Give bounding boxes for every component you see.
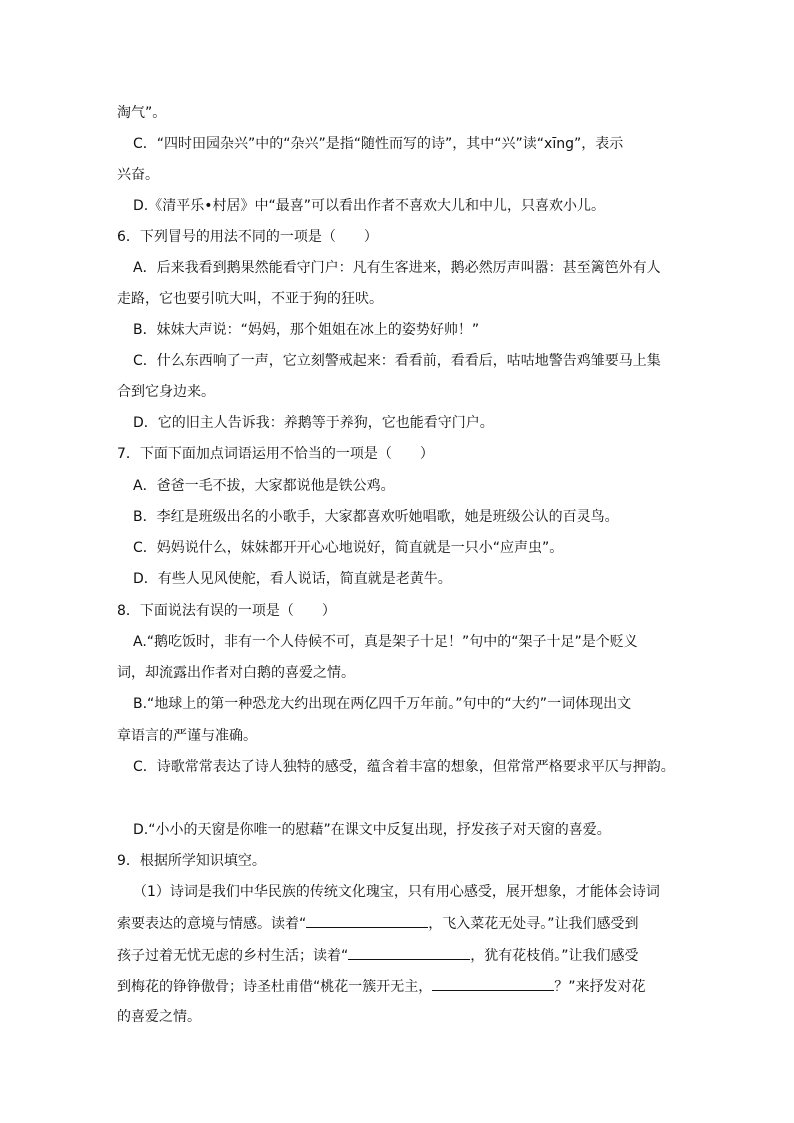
text: ，飞入菜花无处寻。”让我们感受到 — [428, 916, 639, 932]
q6-option-d: D．它的旧主人告诉我：养鹅等于养狗，它也能看守门户。 — [133, 415, 494, 431]
q9-part1-line2 — [117, 913, 639, 933]
q6-option-a: A．后来我看到鹅果然能看守门户：凡有生客进来，鹅必然厉声叫嚣：甚至篱笆外有人 — [133, 260, 661, 276]
text: 索要表达的意境与情感。读着“ — [117, 916, 307, 932]
text: ？”来抒发对花 — [554, 979, 646, 995]
q5-option-d: D.《清平乐•村居》中“最喜”可以看出作者不喜欢大儿和中儿，只喜欢小儿。 — [133, 198, 605, 214]
text: 到梅花的铮铮傲骨；诗圣杜甫借“桃花一簇开无主， — [117, 979, 433, 995]
text: 孩子过着无忧无虑的乡村生活；读着“ — [117, 948, 349, 964]
q6-option-c: C．什么东西响了一声，它立刻警戒起来：看看前，看看后，咕咕地警告鸡雏要马上集 — [133, 353, 661, 369]
q5-option-b-tail: 淘气”。 — [117, 105, 167, 121]
q7-option-c: C．妈妈说什么，妹妹都开开心心地说好，简直就是一只小“应声虫”。 — [133, 540, 564, 556]
q6-option-c-cont: 合到它身边来。 — [117, 384, 215, 400]
q6-option-a-cont: 走路，它也要引吭大叫，不亚于狗的狂吠。 — [117, 291, 383, 307]
q7-option-a: A．爸爸一毛不拔，大家都说他是铁公鸡。 — [133, 478, 395, 494]
text: ，犹有花枝俏。”让我们感受 — [470, 948, 639, 964]
q9-part1-line4 — [117, 976, 646, 996]
q5-option-c-cont: 兴奋。 — [117, 167, 159, 183]
q9-stem: 9．根据所学知识填空。 — [117, 853, 266, 869]
q6-stem: 6．下列冒号的用法不同的一项是（ ） — [117, 229, 378, 245]
q8-stem: 8．下面说法有误的一项是（ ） — [117, 603, 336, 619]
q8-option-b-cont: 章语言的严谨与准确。 — [117, 728, 257, 744]
q9-part1-line3 — [117, 945, 639, 965]
q8-option-a-cont: 词，却流露出作者对白鹅的喜爱之情。 — [117, 665, 355, 681]
fill-blank-3[interactable] — [432, 976, 554, 991]
fill-blank-2[interactable] — [348, 945, 470, 960]
q7-option-b: B．李红是班级出名的小歌手，大家都喜欢听她唱歌，她是班级公认的百灵鸟。 — [133, 509, 619, 525]
q6-option-b: B．妹妹大声说：“妈妈，那个姐姐在冰上的姿势好帅！” — [133, 322, 480, 338]
q9-part1-line1: （1）诗词是我们中华民族的传统文化瑰宝，只有用心感受，展开想象，才能体会诗词 — [133, 884, 660, 900]
q8-option-b: B.“地球上的第一种恐龙大约出现在两亿四千万年前。”句中的“大约”一词体现出文 — [133, 696, 632, 712]
q9-part1-line5: 的喜爱之情。 — [117, 1009, 201, 1025]
fill-blank-1[interactable] — [306, 913, 428, 928]
q8-option-c: C．诗歌常常表达了诗人独特的感受，蕴含着丰富的想象，但常常严格要求平仄与押韵。 — [133, 759, 675, 775]
q8-option-a: A.“鹅吃饭时，非有一个人侍候不可，真是架子十足！”句中的“架子十足”是个贬义 — [133, 634, 638, 650]
q5-option-c: C．“四时田园杂兴”中的“杂兴”是指“随性而写的诗”，其中“兴”读“xīng”，表示 — [133, 136, 624, 152]
q7-stem: 7．下面下面加点词语运用不恰当的一项是（ ） — [117, 446, 434, 462]
q8-option-d: D.“小小的天窗是你唯一的慰藉”在课文中反复出现，抒发孩子对天窗的喜爱。 — [133, 822, 611, 838]
q7-option-d: D．有些人见风使舵，看人说话，简直就是老黄牛。 — [133, 571, 452, 587]
